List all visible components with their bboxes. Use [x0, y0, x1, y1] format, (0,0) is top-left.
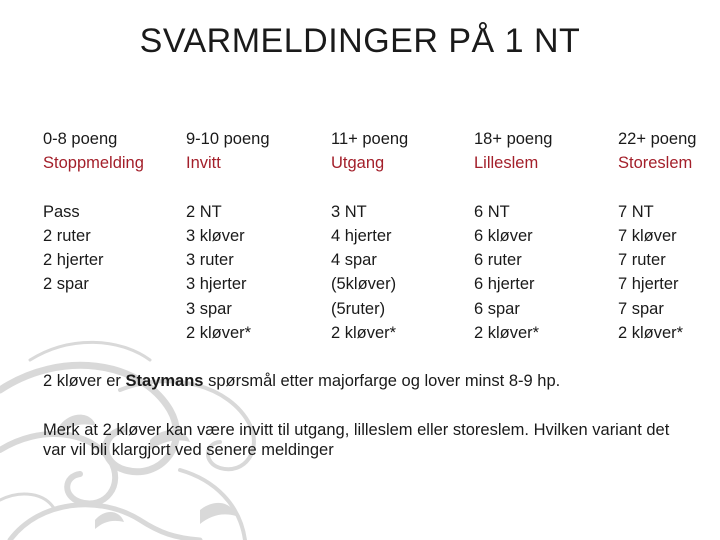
column-category: Utgang: [331, 154, 385, 173]
bid-item: 2 hjerter: [43, 251, 104, 270]
bid-item: 6 NT: [474, 202, 510, 221]
column-heading: 11+ poeng: [331, 130, 409, 148]
column-category: Stoppmelding: [43, 154, 144, 173]
bid-list: [331, 200, 469, 346]
bid-item: 4 hjerter: [331, 226, 392, 245]
bid-item: 2 kløver*: [618, 324, 684, 343]
bid-list: [618, 200, 720, 346]
bid-item: 7 spar: [618, 299, 664, 318]
bid-item: 2 kløver*: [331, 324, 397, 343]
bid-item: 2 kløver*: [474, 324, 540, 343]
column-utgang: [331, 127, 469, 345]
column-category: Lilleslem: [474, 154, 539, 173]
stayman-note: [43, 371, 703, 391]
column-stoppmelding: [43, 127, 181, 297]
bid-item: 7 hjerter: [618, 275, 679, 294]
bid-item: 7 kløver: [618, 226, 677, 245]
column-category: Storeslem: [618, 154, 693, 173]
bid-item: 2 ruter: [43, 226, 91, 245]
bid-list: [186, 200, 324, 346]
column-invitt: [186, 127, 324, 345]
column-storeslem: [618, 127, 720, 345]
column-lilleslem: [474, 127, 612, 345]
bid-item: 6 ruter: [474, 251, 522, 270]
bid-item: 3 hjerter: [186, 275, 247, 294]
bid-item: 3 ruter: [186, 251, 234, 270]
bid-item: (5kløver): [331, 275, 397, 294]
bid-item: 6 hjerter: [474, 275, 535, 294]
bid-item: 7 NT: [618, 202, 654, 221]
bid-item: 3 spar: [186, 299, 232, 318]
column-heading: 9-10 poeng: [186, 130, 270, 148]
invitt-note: Merk at 2 kløver kan være invitt til utgang, lilleslem eller storeslem. Hvilken variant det var vil bli klargjort ved senere meldinger: [43, 421, 670, 459]
note-suffix: spørsmål etter majorfarge og lover minst 8-9 hp.: [203, 372, 561, 390]
bid-item: 6 spar: [474, 299, 520, 318]
note-prefix: 2 kløver er: [43, 372, 126, 390]
bid-list: [43, 200, 181, 297]
column-heading: 0-8 poeng: [43, 130, 118, 148]
bid-item: 2 kløver*: [186, 324, 252, 343]
note-emphasis: Staymans: [125, 372, 204, 390]
bid-item: 2 NT: [186, 202, 222, 221]
bid-item: 3 kløver: [186, 226, 245, 245]
bid-item: 4 spar: [331, 251, 377, 270]
bid-item: 3 NT: [331, 202, 367, 221]
column-heading: 22+ poeng: [618, 130, 697, 148]
bid-item: 7 ruter: [618, 251, 666, 270]
column-category: Invitt: [186, 154, 221, 173]
bid-item: 6 kløver: [474, 226, 533, 245]
bid-item: Pass: [43, 202, 80, 221]
bid-list: [474, 200, 612, 346]
bid-item: 2 spar: [43, 275, 89, 294]
slide-title: SVARMELDINGER PÅ 1 NT: [139, 22, 581, 60]
column-heading: 18+ poeng: [474, 130, 553, 148]
bid-item: (5ruter): [331, 299, 386, 318]
